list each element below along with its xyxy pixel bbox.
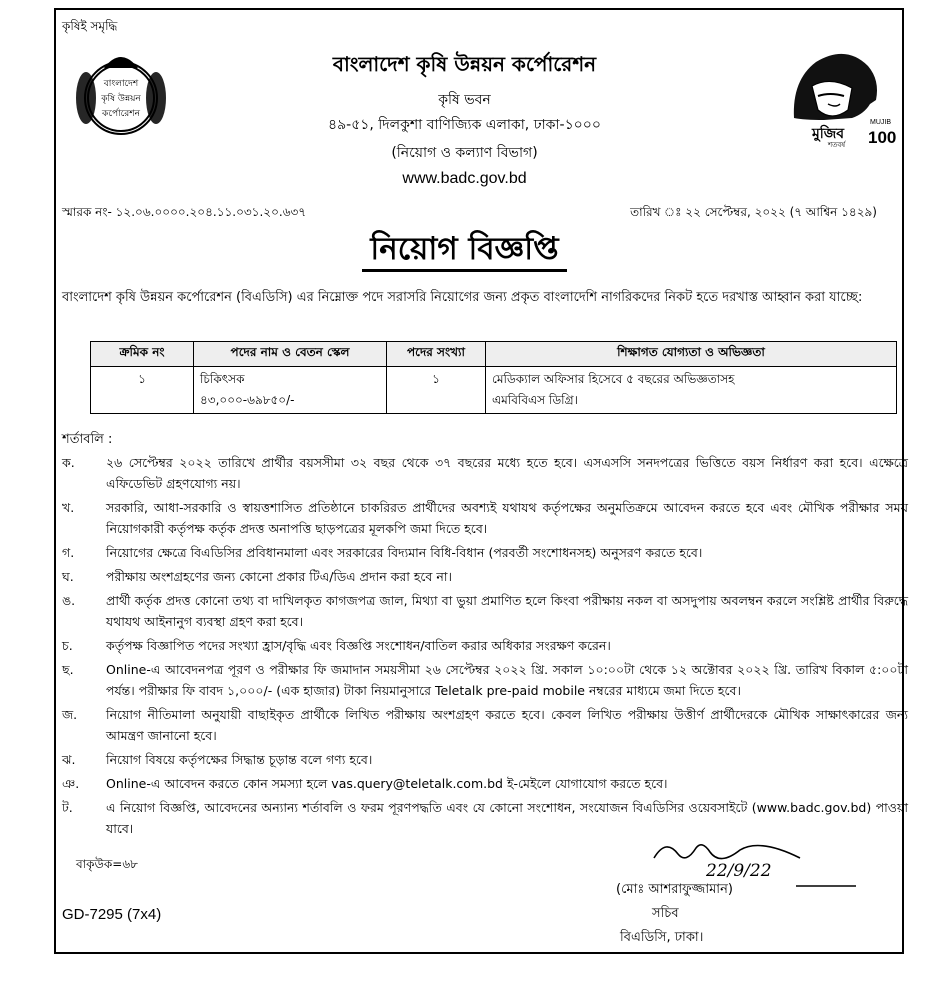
building-name: কৃষি ভবন [438,92,491,108]
col-post: পদের নাম ও বেতন স্কেল [194,342,387,367]
list-item [62,704,908,746]
signer-office: বিএডিসি, ঢাকা। [620,930,704,945]
department: (নিয়োগ ও কল্যাণ বিভাগ) [391,145,538,161]
cell-count: ১ [387,367,486,414]
notice-date: তারিখ ঃ ২২ সেপ্টেম্বর, ২০২২ (৭ আশ্বিন ১৪২৯) [630,205,877,219]
condition-text: Online-এ আবেদনপত্র পূরণ ও পরীক্ষার ফি জমাদান সময়সীমা ২৬ সেপ্টেম্বর ২০২২ খ্রি. সকাল ১০:০০টা থেকে ১২ অক্টোবর ২০২২ খ্রি. তারিখ বিকাল ৫:০০টা পর্যন্ত। পরীক্ষার ফি বাবদ ১,০০০/- (এক হাজার) টাকা নিয়মানুসারে Teletalk pre-paid mobile নম্বরের মাধ্যমে জমা দিতে হবে। [106,662,908,698]
condition-label: চ. [62,638,73,653]
posts-table [90,341,897,414]
memo-number: স্মারক নং- ১২.০৬.০০০০.২০৪.১১.০৩১.২০.৬৩৭ [62,205,307,219]
mujib-text: মুজিব [812,126,845,142]
conditions-heading: শর্তাবলি : [62,432,113,447]
list-item [62,590,908,632]
condition-label: ক. [62,455,75,470]
conditions-list [62,452,908,842]
page-title [0,225,929,277]
cell-serial: ১ [91,367,194,414]
col-qualification: শিক্ষাগত যোগ্যতা ও অভিজ্ঞতা [486,342,897,367]
gd-number: GD-7295 (7x4) [62,906,162,923]
list-item [62,635,908,656]
list-item [62,497,908,539]
logo-text-line2: কৃষি উন্নয়ন [101,94,141,104]
condition-label: ঘ. [62,569,74,584]
qualification-line1: মেডিক্যাল অফিসার হিসেবে ৫ বছরের অভিজ্ঞতাসহ [492,372,735,386]
cell-qualification [486,367,897,414]
condition-text: এ নিয়োগ বিজ্ঞপ্তি, আবেদনের অন্যান্য শর্তাবলি ও ফরম পূরণপদ্ধতি এবং যে কোনো সংশোধন, সংযোজন বিএডিসির ওয়েবসাইটে (www.badc.gov.bd) পাওয়া যাবে। [106,800,908,836]
mujib-english: MUJIB [870,119,891,126]
condition-text: সরকারি, আধা-সরকারি ও স্বায়ত্তশাসিত প্রতিষ্ঠানে চাকরিরত প্রার্থীদের অবশ্যই যথাযথ কর্তৃপক্ষের অনুমতিক্রমে আবেদন করতে হবে এবং মৌখিক পরীক্ষার সময় নিয়োগকারী কর্তৃপক্ষ কর্তৃক প্রদত্ত অনাপত্তি ছাড়পত্রের মূলকপি জমা দিতে হবে। [106,500,908,536]
list-item [62,797,908,839]
website-link[interactable]: www.badc.gov.bd [402,170,527,187]
condition-text: পরীক্ষায় অংশগ্রহণের জন্য কোনো প্রকার টিএ/ডিএ প্রদান করা হবে না। [106,569,452,584]
list-item [62,452,908,494]
condition-label: ঞ. [62,776,80,791]
signature-date: 22/9/22 [706,861,772,881]
condition-text: নিয়োগের ক্ষেত্রে বিএডিসির প্রবিধানমালা এবং সরকারের বিদ্যমান বিধি-বিধান (পরবর্তী সংশোধনসহ) অনুসরণ করতে হবে। [106,545,703,560]
cell-post [194,367,387,414]
table-row [91,367,897,414]
condition-text: প্রার্থী কর্তৃক প্রদত্ত কোনো তথ্য বা দাখিলকৃত কাগজপত্র জাল, মিথ্যা বা ভুয়া প্রমাণিত হলে কিংবা পরীক্ষায় নকল বা অসদুপায় অবলম্বন করলে সংশ্লিষ্ট প্রার্থীর বিরুদ্ধে যথাযথ আইনানুগ ব্যবস্থা গ্রহণ করা হবে। [106,593,908,629]
condition-label: জ. [62,707,78,722]
pay-scale: ৪৩,০০০-৬৯৮৫০/- [200,393,295,407]
title-text: নিয়োগ বিজ্ঞপ্তি [362,231,566,272]
condition-label: গ. [62,545,75,560]
signer-designation: সচিব [652,906,679,921]
address: ৪৯-৫১, দিলকুশা বাণিজ্যিক এলাকা, ঢাকা-১০০০ [327,117,601,133]
list-item [62,659,908,701]
condition-label: ছ. [62,662,74,677]
mujib-sub-text: শতবর্ষ [828,141,846,149]
condition-text: নিয়োগ বিষয়ে কর্তৃপক্ষের সিদ্ধান্ত চূড়ান্ত বলে গণ্য হবে। [106,752,373,767]
list-item [62,566,908,587]
signer-name: (মোঃ আশরাফুজ্জামান) [616,882,733,897]
condition-label: ঝ. [62,752,76,767]
motto: কৃষিই সমৃদ্ধি [62,19,118,33]
table-header-row [91,342,897,367]
condition-text: নিয়োগ নীতিমালা অনুযায়ী বাছাইকৃত প্রার্থীকে লিখিত পরীক্ষায় অংশগ্রহণ করতে হবে। কেবল লিখিত পরীক্ষায় উত্তীর্ণ প্রার্থীদেরকে মৌখিক সাক্ষাৎকারের জন্য আমন্ত্রণ জানানো হবে। [106,707,908,743]
condition-label: ট. [62,800,73,815]
organization-name: বাংলাদেশ কৃষি উন্নয়ন কর্পোরেশন [332,52,597,76]
list-item [62,542,908,563]
dispatch-number: বাকৃউক=৬৮ [76,857,138,871]
mujib-100: 100 [868,128,897,147]
post-name: চিকিৎসক [200,372,245,386]
intro-paragraph: বাংলাদেশ কৃষি উন্নয়ন কর্পোরেশন (বিএডিসি) এর নিম্নোক্ত পদে সরাসরি নিয়োগের জন্য প্রকৃত বাংলাদেশি নাগরিকদের নিকট হতে দরখাস্ত আহ্বান করা যাচ্ছে: [62,290,863,305]
col-serial: ক্রমিক নং [91,342,194,367]
condition-text: কর্তৃপক্ষ বিজ্ঞাপিত পদের সংখ্যা হ্রাস/বৃদ্ধি এবং বিজ্ঞপ্তি সংশোধন/বাতিল করার অধিকার সংরক্ষণ করেন। [106,638,611,653]
condition-text: Online-এ আবেদন করতে কোন সমস্যা হলে vas.query@teletalk.com.bd ই-মেইলে যোগাযোগ করতে হবে। [106,776,668,791]
condition-label: ঙ. [62,593,76,608]
logo-text-line3: কর্পোরেশন [102,109,140,119]
qualification-line2: এমবিবিএস ডিগ্রি। [492,393,578,407]
mujib-centenary-logo [768,40,900,150]
col-count: পদের সংখ্যা [387,342,486,367]
condition-text: ২৬ সেপ্টেম্বর ২০২২ তারিখে প্রার্থীর বয়সসীমা ৩২ বছর থেকে ৩৭ বছরের মধ্যে হতে হবে। এসএসসি সনদপত্রের ভিত্তিতে বয়স নির্ধারণ করা হবে। এক্ষেত্রে এফিডেভিট গ্রহণযোগ্য নয়। [106,455,908,491]
condition-label: খ. [62,500,75,515]
list-item [62,773,908,794]
list-item [62,749,908,770]
logo-text-line1: বাংলাদেশ [103,79,139,89]
